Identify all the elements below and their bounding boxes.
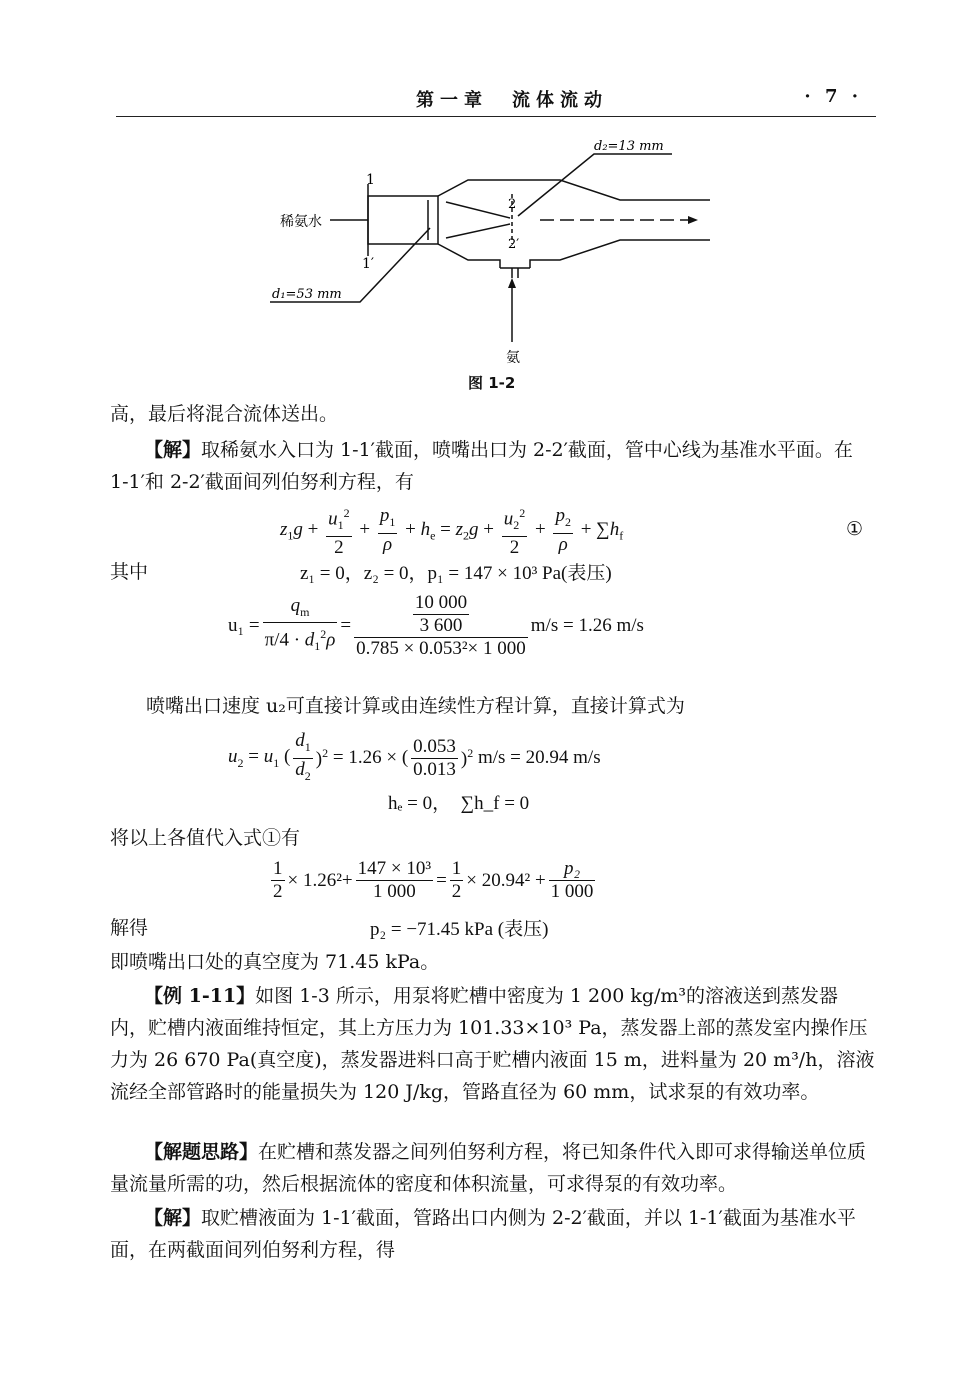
p2-result: p₂ = −71.45 kPa (表压) (370, 919, 549, 940)
header-rule (116, 116, 876, 117)
ammonia-inlet (500, 268, 530, 278)
chapter-title: 第一章 流体流动 (416, 90, 608, 111)
para-example-1-11 (110, 980, 876, 1108)
nozzle-cone (446, 202, 510, 238)
section-1p-label: 1′ (362, 256, 375, 272)
example-text: 如图 1-3 所示，用泵将贮槽中密度为 1 200 kg/m³的溶液送到蒸发器内，贮槽内液面维持恒定，其上方压力为 101.33×10³ Pa，蒸发器上部的蒸发室内操作压力为 26 670 Pa(真空度)，蒸发器进料口高于贮槽内液面 15 m，进料量为 20 m³/h，溶液流经全部管路时的能量损失为 120 J/kg，管路直径为 60 mm，试求泵的有效功率。 (110, 985, 875, 1103)
substituted-equation: $\frac{1}{2}$ × 1.26²+ $\frac{\text{147 × 10³}}{1 000}$ = $\frac{1}{2}$ × 20.94² + $\frac{\text{p₂}}{1 000}$ (273, 858, 594, 902)
given-values: z₁ = 0，z₂ = 0，p₁ = 147 × 10³ Pa(表压) (300, 563, 612, 584)
para-solution-1 (110, 434, 876, 498)
section-2p-label: 2′ (508, 237, 520, 252)
solution-2-tag: 【解】 (144, 1207, 202, 1229)
u2-equation: $u_2 = u_1$ ( $\frac{d_1}{d_2}$ )$^2$ = 1.26 × ( $\frac{0.053}{0.013}$ )$^2$ m/s = 20.94 m/s (228, 730, 601, 783)
u1-symbolic: $\frac{q_m}{\pi/4 \cdot d_1^2\rho}$ (264, 594, 336, 654)
para-substitute: 将以上各值代入式①有 (110, 827, 301, 849)
he-hf-values: hₑ = 0， ∑h_f = 0 (388, 793, 530, 814)
d2-leader (518, 154, 672, 216)
ammonia-label: 氨 (506, 350, 520, 366)
figure-caption: 图 1-2 (468, 374, 516, 392)
para-u2: 喷嘴出口速度 u₂可直接计算或由连续性方程计算，直接计算式为 (146, 695, 685, 717)
para-idea (110, 1136, 876, 1200)
u1-equation: u₁ = $\frac{q_m}{\pi/4 \cdot d_1^2\rho}$ = $\frac{\frac{10 000}{3 600}}{\text{0.785 × 0.053²× 1 000}}$ m/s = 1.26 m/s (228, 592, 644, 659)
label-jiede: 解得 (110, 917, 149, 939)
para-vacuum: 即喷嘴出口处的真空度为 71.45 kPa。 (110, 951, 440, 973)
d1-label: d₁=53 mm (272, 287, 342, 302)
section-2-label: 2 (508, 197, 517, 212)
u1-result: m/s = 1.26 m/s (530, 615, 644, 636)
d2-label: d₂=13 mm (594, 139, 664, 154)
para-continuation: 高，最后将混合流体送出。 (110, 403, 339, 425)
inlet-label: 稀氨水 (280, 214, 322, 230)
solution-tag: 【解】 (144, 439, 202, 461)
solution-1-text: 取稀氨水入口为 1-1′截面，喷嘴出口为 2-2′截面，管中心线为基准水平面。在 1-1′和 2-2′截面间列伯努利方程，有 (110, 439, 853, 493)
nozzle-diagram (260, 132, 730, 372)
bernoulli-equation: $z_1g$ + $\frac{u_1^2}{2}$ + $\frac{p_1}{\rho}$ + $h_e = z_2g$ + $\frac{u_2^2}{2}$ + $\frac{p_2}{\rho}$ + $\sum h_f$ (280, 502, 623, 559)
label-qizhong: 其中 (110, 561, 149, 583)
page-number: · 7 · (804, 86, 862, 107)
section-1-label: 1 (366, 172, 375, 188)
example-tag: 【例 1-11】 (144, 985, 256, 1007)
equation-number: ① (846, 519, 864, 540)
solution-2-text: 取贮槽液面为 1-1′截面，管路出口内侧为 2-2′截面，并以 1-1′截面为基准水平面，在两截面间列伯努利方程，得 (110, 1207, 856, 1261)
para-solution-2 (110, 1202, 876, 1266)
page-header (116, 78, 876, 118)
mixing-chamber (438, 180, 710, 268)
idea-tag: 【解题思路】 (144, 1141, 259, 1163)
u1-lhs: u₁ = (228, 615, 260, 636)
idea-text: 在贮槽和蒸发器之间列伯努利方程，将已知条件代入即可求得输送单位质量流量所需的功，然后根据流体的密度和体积流量，可求得泵的有效功率。 (110, 1141, 867, 1195)
u1-numeric: $\frac{\frac{10 000}{3 600}}{\text{0.785 × 0.053²× 1 000}}$ (356, 592, 526, 659)
